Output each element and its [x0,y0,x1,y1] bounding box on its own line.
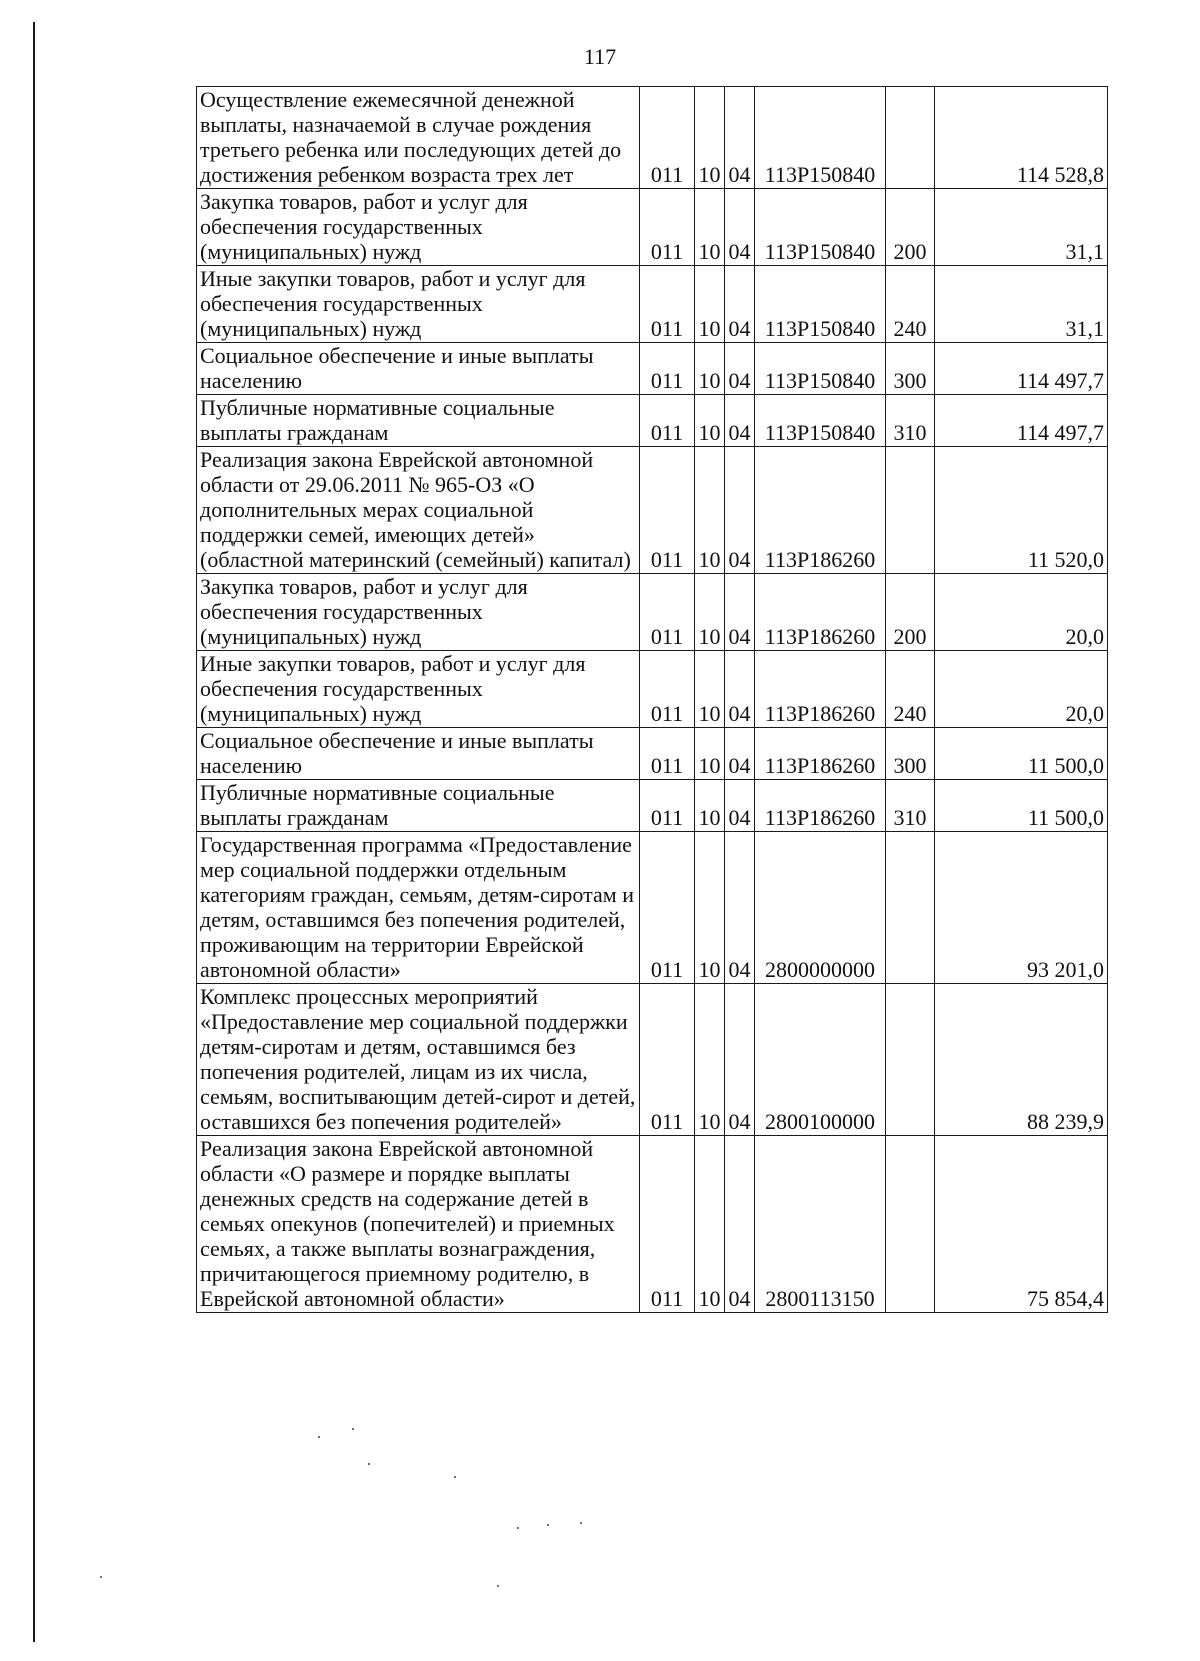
amount: 114 497,7 [935,343,1108,395]
subsection-code: 04 [725,832,755,984]
expense-group-code [886,87,935,189]
section-code: 10 [695,189,725,266]
amount: 114 528,8 [935,87,1108,189]
section-code: 10 [695,1136,725,1313]
budget-table [196,86,1108,1313]
section-code: 10 [695,832,725,984]
amount: 75 854,4 [935,1136,1108,1313]
table-row [197,189,1108,266]
table-row [197,651,1108,728]
table-row [197,87,1108,189]
ministry-code: 011 [640,395,695,447]
ministry-code: 011 [640,728,695,780]
row-name: Социальное обеспечение и иные выплаты населению [197,728,640,780]
section-code: 10 [695,266,725,343]
scan-speck [100,1576,102,1578]
expense-group-code: 240 [886,651,935,728]
subsection-code: 04 [725,189,755,266]
subsection-code: 04 [725,266,755,343]
target-article-code: 113Р186260 [755,651,886,728]
expense-group-code: 300 [886,343,935,395]
ministry-code: 011 [640,266,695,343]
section-code: 10 [695,343,725,395]
scan-speck [368,1463,370,1465]
expense-group-code: 200 [886,189,935,266]
expense-group-code [886,447,935,574]
amount: 114 497,7 [935,395,1108,447]
expense-group-code [886,1136,935,1313]
table-row [197,574,1108,651]
expense-group-code: 200 [886,574,935,651]
table-row [197,266,1108,343]
section-code: 10 [695,728,725,780]
table-row [197,832,1108,984]
target-article-code: 113Р186260 [755,574,886,651]
scan-edge-line [33,22,35,1642]
table-row [197,343,1108,395]
expense-group-code: 300 [886,728,935,780]
row-name: Реализация закона Еврейской автономной области «О размере и порядке выплаты денежных средств на содержание детей в семьях опекунов (попечителей) и приемных семьях, а также выплаты вознаграждения, причитающегося приемному родителю, в Еврейской автономной области» [197,1136,640,1313]
row-name: Осуществление ежемесячной денежной выплаты, назначаемой в случае рождения третьего ребенка или последующих детей до достижения ребенком возраста трех лет [197,87,640,189]
target-article-code: 2800000000 [755,832,886,984]
row-name: Государственная программа «Предоставление мер социальной поддержки отдельным категориям граждан, семьям, детям-сиротам и детям, оставшимся без попечения родителей, проживающим на территории Еврейской автономной области» [197,832,640,984]
expense-group-code: 240 [886,266,935,343]
row-name: Публичные нормативные социальные выплаты гражданам [197,395,640,447]
section-code: 10 [695,87,725,189]
subsection-code: 04 [725,87,755,189]
ministry-code: 011 [640,651,695,728]
amount: 31,1 [935,189,1108,266]
ministry-code: 011 [640,984,695,1136]
ministry-code: 011 [640,574,695,651]
target-article-code: 113Р150840 [755,87,886,189]
amount: 11 500,0 [935,780,1108,832]
target-article-code: 113Р150840 [755,189,886,266]
section-code: 10 [695,395,725,447]
row-name: Реализация закона Еврейской автономной области от 29.06.2011 № 965-ОЗ «О дополнительных мерах социальной поддержки семей, имеющих детей» (областной материнский (семейный) капитал) [197,447,640,574]
amount: 31,1 [935,266,1108,343]
scan-speck [497,1585,499,1587]
ministry-code: 011 [640,1136,695,1313]
amount: 11 500,0 [935,728,1108,780]
scan-speck [547,1524,549,1526]
table-row [197,1136,1108,1313]
expense-group-code [886,984,935,1136]
table-row [197,984,1108,1136]
scan-speck [318,1436,320,1438]
table-row [197,728,1108,780]
target-article-code: 113Р186260 [755,728,886,780]
section-code: 10 [695,651,725,728]
amount: 20,0 [935,574,1108,651]
expense-group-code: 310 [886,395,935,447]
subsection-code: 04 [725,574,755,651]
section-code: 10 [695,447,725,574]
amount: 20,0 [935,651,1108,728]
table-row [197,447,1108,574]
section-code: 10 [695,574,725,651]
target-article-code: 2800113150 [755,1136,886,1313]
scan-speck [580,1522,582,1524]
table-row [197,395,1108,447]
ministry-code: 011 [640,780,695,832]
target-article-code: 113Р150840 [755,266,886,343]
table-row [197,780,1108,832]
scan-speck [454,1476,456,1478]
section-code: 10 [695,984,725,1136]
subsection-code: 04 [725,343,755,395]
subsection-code: 04 [725,395,755,447]
subsection-code: 04 [725,984,755,1136]
row-name: Комплекс процессных мероприятий «Предоставление мер социальной поддержки детям-сиротам и детям, оставшимся без попечения родителей, лицам из их числа, семьям, воспитывающим детей-сирот и детей, оставшихся без попечения родителей» [197,984,640,1136]
target-article-code: 113Р186260 [755,447,886,574]
row-name: Иные закупки товаров, работ и услуг для обеспечения государственных (муниципальных) нужд [197,266,640,343]
row-name: Социальное обеспечение и иные выплаты населению [197,343,640,395]
expense-group-code: 310 [886,780,935,832]
subsection-code: 04 [725,651,755,728]
amount: 11 520,0 [935,447,1108,574]
page-number: 117 [583,44,617,69]
row-name: Закупка товаров, работ и услуг для обеспечения государственных (муниципальных) нужд [197,574,640,651]
ministry-code: 011 [640,832,695,984]
target-article-code: 113Р186260 [755,780,886,832]
ministry-code: 011 [640,343,695,395]
ministry-code: 011 [640,87,695,189]
subsection-code: 04 [725,780,755,832]
ministry-code: 011 [640,447,695,574]
amount: 88 239,9 [935,984,1108,1136]
section-code: 10 [695,780,725,832]
amount: 93 201,0 [935,832,1108,984]
scan-speck [517,1527,519,1529]
expense-group-code [886,832,935,984]
subsection-code: 04 [725,447,755,574]
ministry-code: 011 [640,189,695,266]
target-article-code: 2800100000 [755,984,886,1136]
row-name: Иные закупки товаров, работ и услуг для обеспечения государственных (муниципальных) нужд [197,651,640,728]
target-article-code: 113Р150840 [755,343,886,395]
subsection-code: 04 [725,1136,755,1313]
row-name: Публичные нормативные социальные выплаты гражданам [197,780,640,832]
scan-speck [352,1428,354,1430]
target-article-code: 113Р150840 [755,395,886,447]
subsection-code: 04 [725,728,755,780]
row-name: Закупка товаров, работ и услуг для обеспечения государственных (муниципальных) нужд [197,189,640,266]
